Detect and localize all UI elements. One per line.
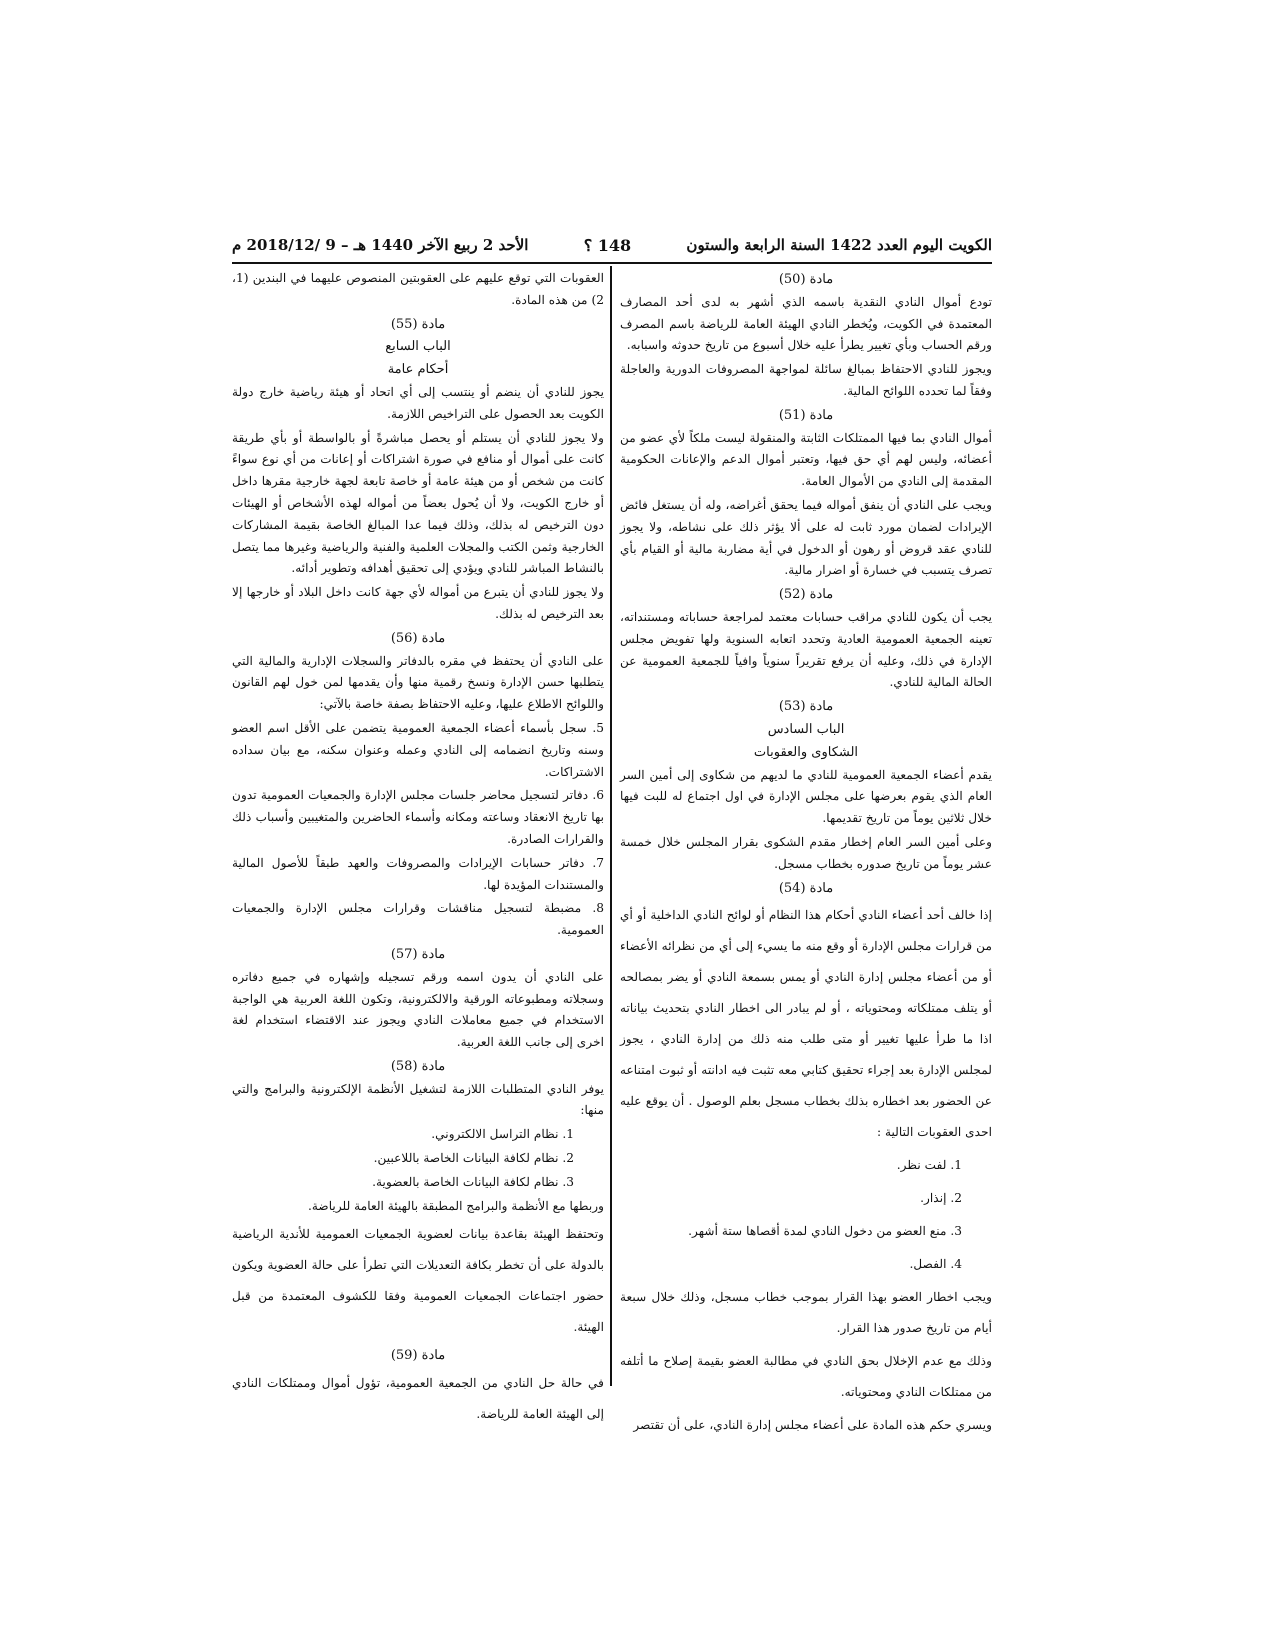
article-58-para-3: وتحتفظ الهيئة بقاعدة بيانات لعضوية الجمعيات العمومية للأندية الرياضية بالدولة على أن تخطر بكافة التعديلات التي تطرأ على حالة العضوية ويكون حضور اجتماعات الجمعيات العمومية وفقا للكشوف المعتمدة من قبل الهيئة. <box>232 1227 604 1335</box>
header-date: الأحد 2 ربيع الآخر 1440 هـ – 9 /2018/12 م <box>232 236 529 254</box>
list-item: 3. منع العضو من دخول النادي لمدة أقصاها ستة أشهر. <box>688 1224 962 1239</box>
article-55-para-3: ولا يجوز للنادي أن يتبرع من أمواله لأي جهة كانت داخل البلاد أو خارجها إلا بعد الترخيص له بذلك. <box>232 585 604 621</box>
article-51-para-2: ويجب على النادي أن ينفق أمواله فيما يحقق أغراضه، وله أن يستغل فائض الإيرادات لضمان مورد ثابت له على ألا يؤثر ذلك على نشاطه، ولا يجوز للنادي عقد قروض أو رهون أو الدخول في أية مضاربة مالية أو القيام بأي تصرف يتسبب في خسارة أو اضرار مالية. <box>620 497 992 578</box>
chapter-7-title: أحكام عامة <box>387 362 449 378</box>
article-57-para-1: على النادي أن يدون اسمه ورقم تسجيله وإشهاره في جميع دفاتره وسجلاته ومطبوعاته الورقية والالكترونية، وتكون اللغة العربية هي الواجبة الاستخدام في جميع معاملات النادي ويجوز عند الاقتضاء استخدام لغة اخرى إلى جانب اللغة العربية. <box>232 969 604 1050</box>
chapter-6-heading: الباب السادس <box>767 721 845 737</box>
header-page-number: 148 ؟ <box>583 235 632 255</box>
list-item: 6. دفاتر لتسجيل محاضر جلسات مجلس الإدارة والجمعيات العمومية تدون بها تاريخ الانعقاد وساعته ومكانه وأسماء الحاضرين والمتغيبين وأسباب ذلك والقرارات الصادرة. <box>232 788 604 846</box>
article-59-title: مادة (59) <box>390 1348 446 1364</box>
header-issue: الكويت اليوم العدد 1422 السنة الرابعة والستون <box>686 236 992 254</box>
article-52-para-1: يجب أن يكون للنادي مراقب حسابات معتمد لمراجعة حساباته ومستنداته، تعينه الجمعية العمومية العادية وتحدد اتعابه السنوية ولها تفويض مجلس الإدارة في ذلك، وعليه أن يرفع تقريراً سنوياً وافياً للجمعية العمومية عن الحالة المالية للنادي. <box>620 609 992 690</box>
list-item: 8. مضبطة لتسجيل مناقشات وقرارات مجلس الإدارة والجمعيات العمومية. <box>232 901 604 938</box>
list-item: 3. نظام لكافة البيانات الخاصة بالعضوية. <box>372 1174 574 1189</box>
article-55-title: مادة (55) <box>390 316 446 332</box>
list-item: 7. دفاتر حسابات الإيرادات والمصروفات والعهد طبقاً للأصول المالية والمستندات المؤيدة لها. <box>232 855 604 892</box>
article-55-para-1: يجوز للنادي أن ينضم أو ينتسب إلى أي اتحاد أو هيئة رياضية خارج دولة الكويت بعد الحصول على التراخيص اللازمة. <box>232 384 604 421</box>
chapter-6-title: الشكاوى والعقوبات <box>753 744 859 760</box>
article-57-title: مادة (57) <box>390 946 446 962</box>
article-54-para-2: ويجب اخطار العضو بهذا القرار بموجب خطاب مسجل، وذلك خلال سبعة أيام من تاريخ صدور هذا القرار. <box>620 1290 992 1336</box>
article-54-title: مادة (54) <box>778 880 834 896</box>
article-58-title: مادة (58) <box>390 1058 446 1074</box>
chapter-7-heading: الباب السابع <box>385 339 451 355</box>
list-item: 4. الفصل. <box>909 1257 962 1272</box>
article-59-para-1: في حالة حل النادي من الجمعية العمومية، تؤول أموال وممتلكات النادي إلى الهيئة العامة للرياضة. <box>232 1376 604 1422</box>
article-56-title: مادة (56) <box>390 630 446 646</box>
list-item: 2. إنذار. <box>920 1191 962 1206</box>
column-divider <box>610 266 612 1386</box>
article-56-para-1: على النادي أن يحتفظ في مقره بالدفاتر والسجلات الإدارية والمالية التي يتطلبها حسن الإدارة ونسخ رقمية منها وأن يقدمها لمن خول لهم القانون واللوائح الاطلاع عليها، وعليه الاحتفاظ بصفة خاصة بالآتي: <box>232 653 604 712</box>
article-50-title: مادة (50) <box>778 272 834 287</box>
article-54-para-4: ويسري حكم هذه المادة على أعضاء مجلس إدارة النادي، على أن تقتصر <box>633 1418 992 1433</box>
article-51-title: مادة (51) <box>778 407 834 423</box>
article-55-para-2: ولا يجوز للنادي أن يستلم أو يحصل مباشرةً أو بالواسطة أو بأي طريقة كانت على أموال أو منافع في صورة اشتراكات أو إعانات من أي نوع سواءً كانت من شخص أو من هيئة عامة أو خاصة تابعة لجهة خارجية مقرها داخل أو خارج الكويت، ولا أن يُحول بعضاً من أمواله لهذه الأشخاص أو الهيئات دون الترخيص له بذلك، وذلك فيما عدا المبالغ الخاصة بقيمة المشاركات الخارجية وثمن الكتب والمجلات العلمية والفنية والرياضية وغيرها مما يتصل بالنشاط المباشر للنادي ويؤدي إلى تحقيق أهدافه وتطوير أدائه. <box>232 430 604 576</box>
article-58-para-2: وربطها مع الأنظمة والبرامج المطبقة بالهيئة العامة للرياضة. <box>307 1198 604 1213</box>
article-50-para-1: تودع أموال النادي النقدية باسمه الذي أشهر به لدى أحد المصارف المعتمدة في الكويت، ويُخطر النادي الهيئة العامة للرياضة باسم المصرف ورقم الحساب وبأي تغيير يطرأ عليه خلال أسبوع من تاريخ حدوثه واسبابه. <box>620 294 992 353</box>
header-rule <box>232 262 992 264</box>
article-54-para-3: وذلك مع عدم الإخلال بحق النادي في مطالبة العضو بقيمة إصلاح ما أتلفه من ممتلكات النادي ومحتوياته. <box>620 1354 992 1400</box>
article-50-para-2: ويجوز للنادي الاحتفاظ بمبالغ سائلة لمواجهة المصروفات الدورية والعاجلة وفقاً لما تحدده اللوائح المالية. <box>620 362 992 398</box>
article-52-title: مادة (52) <box>778 587 834 603</box>
list-item: 2. نظام لكافة البيانات الخاصة باللاعبين. <box>373 1151 574 1166</box>
list-item: 1. لفت نظر. <box>896 1158 962 1173</box>
list-item: 5. سجل بأسماء أعضاء الجمعية العمومية يتضمن على الأقل اسم العضو وسنه وتاريخ انضمامه إلى النادي وعمله وعنوان سكنه، مع بيان سداده الاشتراكات. <box>232 720 604 779</box>
article-54-para-1: إذا خالف أحد أعضاء النادي أحكام هذا النظام أو لوائح النادي الداخلية أو أي من قرارات مجلس الإدارة أو وقع منه ما يسيء إلى أي من نظرائه الأعضاء أو من أعضاء مجلس إدارة النادي أو يمس بسمعة النادي أو يضر بمصالحه أو يتلف ممتلكاته ومحتوياته ، أو لم يبادر الى اخطار النادي بتحديث بياناته اذا ما طرأ عليها تغيير أو متى طلب منه ذلك من إدارة النادي ، يجوز لمجلس الإدارة بعد إجراء تحقيق كتابي معه تثبت فيه ادانته أو ثبوت امتناعه عن الحضور بعد اخطاره بذلك بخطاب مسجل بعلم الوصول . أن يوقع عليه احدى العقوبات التالية : <box>620 908 992 1140</box>
article-53-title: مادة (53) <box>778 699 834 715</box>
page-header <box>232 232 992 258</box>
list-item: 1. نظام التراسل الالكتروني. <box>431 1127 574 1142</box>
left-column <box>232 268 604 1432</box>
article-53-para-2: وعلى أمين السر العام إخطار مقدم الشكوى بقرار المجلس خلال خمسة عشر يوماً من تاريخ صدوره بخطاب مسجل. <box>620 834 992 871</box>
article-53-para-1: يقدم أعضاء الجمعية العمومية للنادي ما لديهم من شكاوى إلى أمين السر العام الذي يقوم بعرضها على مجلس الإدارة في اول اجتماع له للبت فيها خلال ثلاثين يوماً من تاريخ تقديمها. <box>620 767 992 826</box>
article-58-para-1: يوفر النادي المتطلبات اللازمة لتشغيل الأنظمة الإلكترونية والبرامج والتي منها: <box>232 1081 604 1118</box>
continuation-para: العقوبات التي توقع عليهم على العقوبتين المنصوص عليهما في البندين (1، 2) من هذه المادة. <box>232 271 604 307</box>
right-column <box>620 268 992 1443</box>
article-51-para-1: أموال النادي بما فيها الممتلكات الثابتة والمنقولة ليست ملكاً لأي عضو من أعضائه، وليس لهم أي حق فيها، وتعتبر أموال الدعم والإعانات الحكومية المقدمة إلى النادي من الأموال العامة. <box>620 430 992 489</box>
